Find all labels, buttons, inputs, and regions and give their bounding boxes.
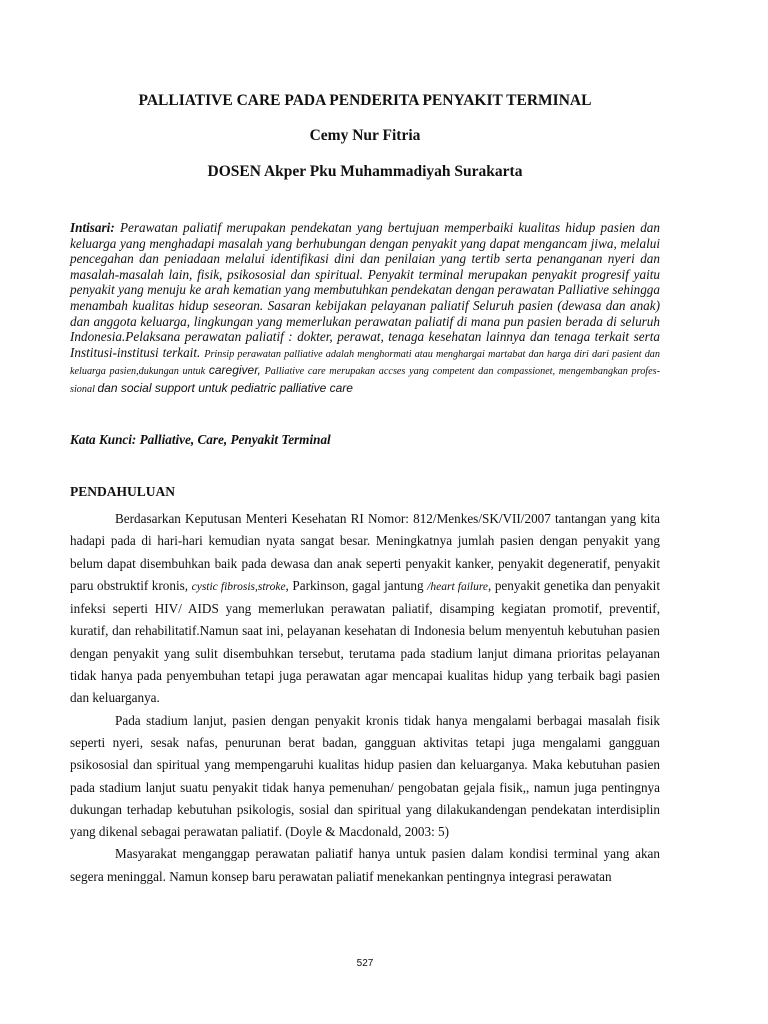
paragraph-1-part-a: Berdasarkan Keputusan Menteri Kesehatan RI Nomor: 812/Menkes/SK/VII/2007 tantangan yang kita hadapi pada di hari-hari kemudian nyata sangat besar. Meningkatnya jumlah pasien dengan penyakit yang belum dapat disembuhkan baik pada dewasa dan anak seperti penyakit kanker, penyakit degeneratif, penyakit paru obstruktif kronis, — [70, 511, 660, 593]
paragraph-1-part-b: , Parkinson, gagal jantung — [285, 577, 428, 593]
abstract-text-main: Perawatan paliatif merupakan pendekatan yang bertujuan memperbaiki kualitas hidup pasien dan keluarga yang menghadapi masalah yang berhubungan dengan penyakit yang dapat mengancam jiwa, melalui pencegahan dan peniadaan melalui identifikasi dini dan penilaian yang tertib serta penanganan nyeri dan masalah-masalah lain, fisik, psikososial dan spiritual. Penyakit terminal merupakan penyakit progresif yaitu penyakit yang menuju ke arah kematian yang membutuhkan pendekatan dengan perawatan Palliative sehingga menambah kualitas hidup seseoran. Sasaran kebijakan pelayanan paliatif Seluruh pasien (dewasa dan anak) dan anggota keluarga, lingkungan yang memerlukan perawatan paliatif di mana pun pasien berada di seluruh Indonesia.Pelaksana perawatan paliatif : dokter, perawat, tenaga kesehatan lainnya dan tenaga terkait serta Institusi-institusi terkait. — [70, 220, 660, 360]
paragraph-1-part-c: , penyakit genetika dan penyakit infeksi seperti HIV/ AIDS yang memerlukan perawatan paliatif, disamping kegiatan promotif, preventif, kuratif, dan rehabilitatif.Namun saat ini, pelayanan kesehatan di Indonesia belum menyentuh kebutuhan pasien dengan penyakit yang sulit disembuhkan tersebut, terutama pada stadium lanjut dimana prioritas pelayanan tidak hanya pada penyembuhan tetapi juga perawatan agar mencapai kualitas hidup yang terbaik bagi pasien dan keluarganya. — [70, 577, 660, 706]
author-name: Cemy Nur Fitria — [309, 127, 421, 144]
abstract-text-sans-2: dan social support untuk pediatric palliative care — [97, 380, 353, 395]
abstract-text-small-1: Prinsip perawatan palliative adalah menghormati atau menghargai martabat dan harga diri dari pasient dan keluarga pasien,dukungan untuk — [70, 348, 660, 378]
abstract-text-sans-1: caregiver, — [208, 363, 261, 378]
page-number: 527 — [356, 958, 374, 969]
section-body — [70, 508, 660, 888]
paragraph-3: Masyarakat menganggap perawatan paliatif hanya untuk pasien dalam kondisi terminal yang akan segera meninggal. Namun konsep baru perawatan paliatif menekankan pentingnya integrasi perawatan — [70, 846, 660, 884]
paragraph-2: Pada stadium lanjut, pasien dengan penyakit kronis tidak hanya mengalami berbagai masalah fisik seperti nyeri, sesak nafas, penurunan berat badan, gangguan aktivitas tetapi juga mengalami gangguan psikososial dan spiritual yang mempengaruhi kualitas hidup pasien dan keluarganya. Maka kebutuhan pasien pada stadium lanjut suatu penyakit tidak hanya pemenuhan/ pengobatan gejala fisik,, namun juga pentingnya dukungan terhadap kebutuhan psikologis, sosial dan spiritual yang dilakukandengan pendekatan interdisiplin yang dikenal sebagai perawatan paliatif. (Doyle & Macdonald, 2003: 5) — [70, 712, 660, 840]
section-heading: PENDAHULUAN — [70, 484, 176, 499]
abstract-text-small-2: Palliative care merupakan accses yang competent dan compassionet, mengembangkan profes-sional — [70, 366, 660, 395]
abstract-label: Intisari: — [70, 220, 115, 235]
paragraph-1-italic-1: cystic fibrosis,stroke — [191, 580, 286, 593]
document-page — [70, 0, 660, 1024]
paragraph-1-italic-2: /heart failure — [427, 580, 488, 593]
document-title: PALLIATIVE CARE PADA PENDERITA PENYAKIT TERMINAL — [138, 92, 592, 109]
keywords: Kata Kunci: Palliative, Care, Penyakit Terminal — [70, 432, 331, 447]
author-affiliation: DOSEN Akper Pku Muhammadiyah Surakarta — [207, 163, 523, 180]
paragraph-1 — [70, 508, 660, 710]
abstract — [70, 220, 660, 398]
